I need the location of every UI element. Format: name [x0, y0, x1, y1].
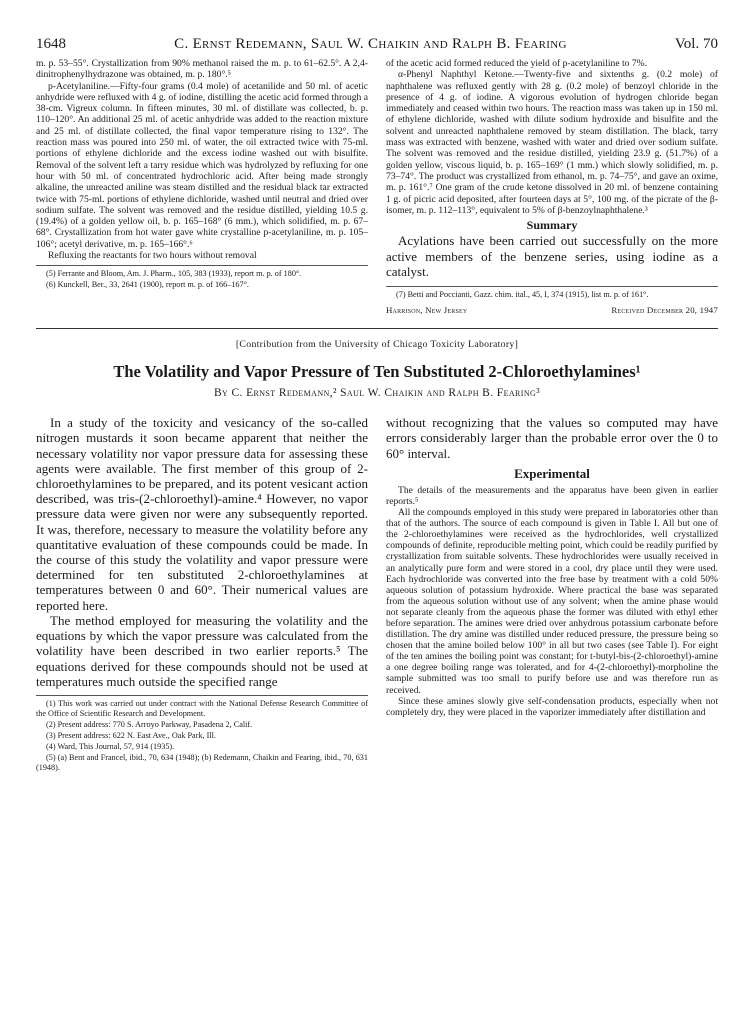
footnote: (7) Betti and Poccianti, Gazz. chim. ital., 45, I, 374 (1915), list m. p. of 161°. — [396, 289, 649, 299]
footnote: (5) Ferrante and Bloom, Am. J. Pharm., 105, 383 (1933), report m. p. of 180°. — [46, 269, 302, 279]
bottom-right-column — [386, 415, 718, 774]
top-left-paragraph: m. p. 53–55°. Crystallization from 90% methanol raised the m. p. to 61–62.5°. A 2,4-dinitrophenylhydrazone was obtained, m. p. 180°.⁵ — [36, 58, 368, 81]
footnote: (6) Kunckell, Ber., 33, 2641 (1900), report m. p. of 166–167°. — [46, 280, 249, 290]
page-number: 1648 — [36, 36, 66, 52]
section-divider — [36, 328, 718, 329]
signature-place: Harrison, New Jersey — [386, 304, 468, 315]
top-columns — [36, 58, 718, 316]
footnote: (5) (a) Bent and Francel, ibid., 70, 634 (1948); (b) Redemann, Chaikin and Fearing, ibid., 70, 631 (1948). — [36, 752, 368, 772]
summary-heading: Summary — [526, 218, 578, 233]
method-paragraph: The method employed for measuring the volatility and the equations by which the vapor pressure was calculated from the volatility have been described in two earlier reports.⁵ The equations derived for these compounds should not be used at temperatures much outside the specified range — [36, 612, 368, 689]
footnote: (1) This work was carried out under contract with the National Defense Research Committee of the Office of Scientific Research and Development. — [36, 698, 368, 718]
top-right-column — [386, 58, 718, 316]
top-right-footnotes — [386, 286, 718, 300]
footnote: (2) Present address: 770 S. Arroyo Parkway, Pasadena 2, Calif. — [46, 719, 253, 729]
signature-line — [386, 305, 718, 316]
bottom-left-column — [36, 415, 368, 774]
introduction-text — [36, 415, 368, 689]
running-header — [36, 36, 718, 58]
volume-label: Vol. 70 — [674, 36, 718, 52]
journal-page — [36, 36, 718, 774]
experimental-paragraph: The details of the measurements and the apparatus have been given in earlier reports.⁵ — [386, 484, 718, 507]
experimental-text — [386, 485, 718, 718]
naphthyl-ketone-paragraph: α-Phenyl Naphthyl Ketone.—Twenty-five and sixtenths g. (0.2 mole) of naphthalene was refluxed gently with 28 g. (0.2 mole) of benzoyl chloride in the presence of 4 g. of iodine. A vigorous evolution of hydrogen chloride began immediately and ceased within two hours. The reaction mass was taken up in 150 ml. of ethylene dichloride, washed with dilute sodium hydroxide and bisulfite and the solvent and unreacted naphthalene removed by steam distillation. The black, tarry mass was extracted with benzene, washed with water and dried over sodium sulfate. The solvent was removed and the residue distilled, yielding 23.9 g. (51.7%) of a golden yellow, viscous liquid, b. p. 165–169° (1 mm.) which slowly solidified, m. p. 73–74°. The product was crystallized from ethanol, m. p. 74–75°, and gave an oxime, m. p. 161°.⁷ One gram of the crude ketone dissolved in 20 ml. of benzene containing 1 g. of picric acid deposited, after fourteen days at 5°, 100 mg. of the picrate of the β-isomer, m. p. 112–113°, equivalent to 5% of β-benzoylnaphthalene.³ — [386, 69, 718, 216]
bottom-right-intro — [386, 415, 718, 461]
acetylaniline-paragraph: p-Acetylaniline.—Fifty-four grams (0.4 mole) of acetanilide and 50 ml. of acetic anhydride were refluxed with 4 g. of iodine, distilling the acetic acid formed through a 38-cm. Vigreux column. In fifteen minutes, 30 ml. of distillate was collected, b. p. 110–120°. An additional 25 ml. of acetic anhydride was added to the reaction mixture and 25 ml. of distillate collected, the final vapor temperature rising to 132°. The reaction mass was poured into 250 ml. of water, the oil extracted twice with 75-ml. portions of ethylene dichloride and the excess iodine washed out with bisulfite. Removal of the solvent left a tarry residue which was hydrolyzed by refluxing for one hour with 50 ml. of concentrated hydrochloric acid. After being made strongly alkaline, the unreacted aniline was steam distilled and the residual black tar extracted twice with 75-ml. portions of ethylene dichloride, washed until neutral and dried over sodium sulfate. The solvent was removed and the residue distilled, yielding 10.5 g. (19.4%) of a golden yellow oil, b. p. 165–168° (6 mm.), which solidified, m. p. 67–68°. Crystallization from hot water gave white crystalline p-acetylaniline, m. p. 105–106°; acetyl derivative, m. p. 165–166°.⁶ — [36, 80, 368, 250]
summary-text: Acylations have been carried out successfully on the more active members of the benzene series, using iodine as a catalyst. — [386, 233, 718, 280]
top-right-paragraph: of the acetic acid formed reduced the yield of p-acetylaniline to 7%. — [386, 58, 648, 69]
intro-paragraph: In a study of the toxicity and vesicancy of the so-called nitrogen mustards it soon became apparent that neither the necessary volatility nor vapor pressure data for assessing these agents were available. The first member of this group of 2-chloroethylamines to be prepared, and its potent vesicant action described, was tris-(2-chloroethyl)-amine.⁴ However, no vapor pressure data were given nor were any subsequently reported. It was, therefore, necessary to measure the volatility before any quantitative evaluation of these compounds could be made. In the course of this study the volatility and vapor pressure were determined for ten substituted 2-chloroethylamines at temperatures between 0 and 60°. Their numerical values are reported here. — [36, 415, 368, 613]
experimental-paragraph: Since these amines slowly give self-condensation products, especially when not completely dry, they were placed in the vaporizer immediately after distillation and — [386, 695, 718, 718]
running-authors: C. Ernst Redemann, Saul W. Chaikin and Ralph B. Fearing — [174, 36, 567, 52]
bottom-columns — [36, 415, 718, 774]
top-left-column — [36, 58, 368, 316]
experimental-paragraph: All the compounds employed in this study were prepared in laboratories other than that of the authors. The source of each compound is given in Table I. All but one of the 2-chloroethylamines were received as the hydrochlorides, well crystallized compounds of definite, reproducible melting point, which could be readily purified by crystallization from suitable solvents. These hydrochlorides were usually received in an analytically pure form and were stored in a cool, dry place until they were used. Each hydrochloride was converted into the free base by treatment with a cold 50% aqueous solution of potassium hydroxide. Where practical the base was separated from the aqueous solution without use of any solvent; when the amine phase would not separate cleanly from the aqueous phase the former was diluted with ethyl ether before separation. The amines were dried over anhydrous potassium carbonate before distillation. The dry amine was distilled under reduced pressure, the pressure being so chosen that the amine boiled below 100° in all but two cases (see Table I). For eight of the ten amines the boiling point was constant; for t-butyl-bis-(2-chloroethyl)-amine a one degree boiling range was tolerated, and for 4-(2-chloroethyl)-morpholine the sample submitted was too small to purify before use and was therefore run as received. — [386, 507, 718, 696]
footnote: (4) Ward, This Journal, 57, 914 (1935). — [46, 741, 175, 751]
article-byline: By C. Ernst Redemann,² Saul W. Chaikin and Ralph B. Fearing³ — [213, 387, 541, 400]
top-left-paragraph: Refluxing the reactants for two hours without removal — [48, 250, 257, 262]
continued-paragraph: without recognizing that the values so computed may have errors considerably larger than the probable error over the 0 to 60° interval. — [386, 415, 718, 461]
article-title: The Volatility and Vapor Pressure of Ten Substituted 2-Chloroethylamines¹ — [113, 362, 641, 382]
bottom-left-footnotes — [36, 695, 368, 773]
signature-received: Received December 20, 1947 — [611, 304, 718, 315]
footnote: (3) Present address: 622 N. East Ave., Oak Park, Ill. — [46, 730, 216, 740]
experimental-heading: Experimental — [514, 465, 590, 481]
top-left-footnotes — [36, 265, 368, 290]
contribution-line: [Contribution from the University of Chicago Toxicity Laboratory] — [235, 339, 519, 351]
